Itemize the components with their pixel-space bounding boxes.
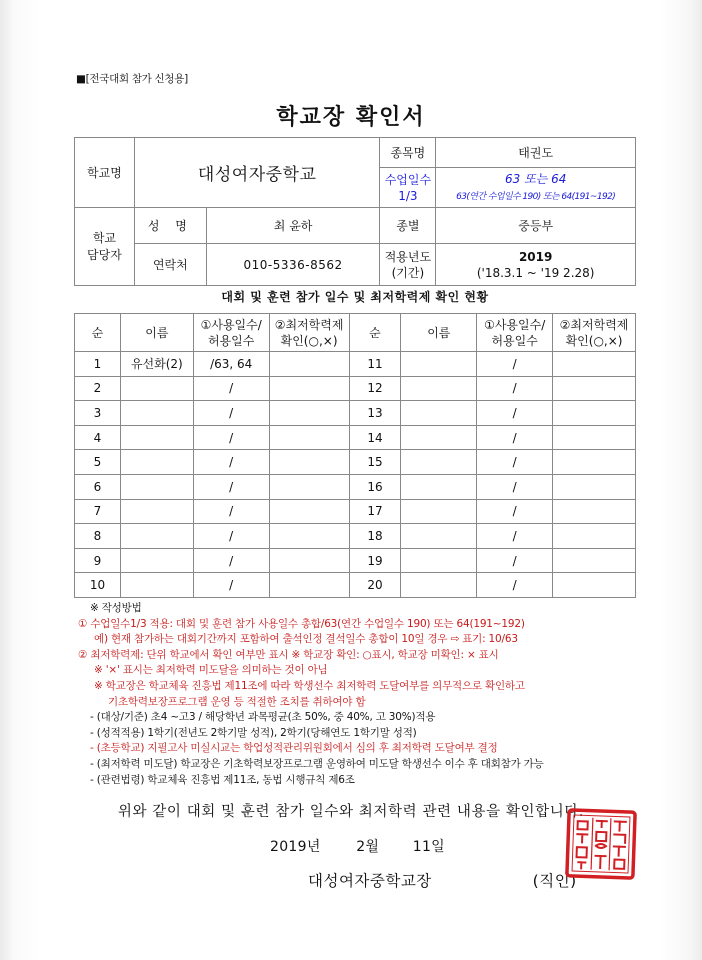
school-label: 학교명 (75, 138, 135, 208)
roster-name-cell (120, 499, 193, 524)
roster-name-cell (401, 524, 477, 549)
roster-days-cell: / (477, 548, 553, 573)
roster-min-cell (269, 352, 349, 377)
principal-signature-line (308, 869, 577, 891)
note-detail-2: - (성적적용) 1학기(전년도 2학기말 성적), 2학기(당해연도 1학기말 성적) (90, 726, 417, 739)
manager-label-1: 학교 (92, 230, 117, 245)
roster-name-cell (401, 376, 477, 401)
manager-label-2: 담당자 (87, 247, 122, 262)
document-title: 학교장 확인서 (276, 105, 426, 130)
roster-days-cell: / (193, 450, 269, 475)
roster-no-cell: 16 (349, 474, 401, 499)
table-row (75, 573, 636, 598)
header-min-2: 확인(○,×) (565, 333, 623, 348)
header-min-2: 확인(○,×) (280, 333, 338, 348)
note-2b: ※ '×' 표시는 최저학력 미도달을 의미하는 것이 아님 (94, 664, 328, 677)
class-days-label-1: 수업일수 (384, 172, 432, 187)
note-detail-5: - (관련법령) 학교체육 진흥법 제11조, 동법 시행규칙 제6조 (90, 773, 355, 786)
section-title: 대회 및 훈련 참가 일수 및 최저학력제 확인 현황 (221, 290, 489, 304)
name-label: 성 명 (134, 208, 206, 244)
roster-min-cell (553, 548, 636, 573)
roster-min-cell (553, 499, 636, 524)
roster-no-cell: 9 (75, 548, 121, 573)
roster-name-cell (401, 548, 477, 573)
roster-body (75, 352, 636, 598)
school-info-table (74, 137, 636, 286)
roster-no-cell: 4 (75, 425, 121, 450)
header-days (193, 314, 269, 352)
class-days-value: 63 또는 64 (504, 171, 567, 186)
roster-min-cell (269, 376, 349, 401)
roster-name-cell: 유선화(2) (120, 352, 193, 377)
roster-min-cell (269, 425, 349, 450)
roster-no-cell: 2 (75, 376, 121, 401)
roster-no-cell: 5 (75, 450, 121, 475)
roster-no-cell: 1 (75, 352, 121, 377)
class-days-value-cell (436, 168, 636, 208)
roster-min-cell (553, 573, 636, 598)
header-min-1: ②최저학력제 (559, 317, 629, 332)
roster-no-cell: 20 (349, 573, 401, 598)
roster-min-cell (269, 499, 349, 524)
note-2c: ※ 학교장은 학교체육 진흥법 제11조에 따라 학생선수 최저학력 도달여부를 의무적으로 확인하고 (94, 679, 525, 692)
note-2a: ② 최저학력제: 단위 학교에서 확인 여부만 표시 ※ 학교장 확인: ○표시, 학교장 미확인: × 표시 (78, 648, 499, 661)
issue-date (270, 836, 445, 856)
header-min (553, 314, 636, 352)
roster-no-cell: 18 (349, 524, 401, 549)
roster-name-cell (120, 401, 193, 426)
table-row (75, 450, 636, 475)
header-min (269, 314, 349, 352)
date-day: 11일 (412, 839, 445, 855)
roster-name-cell (401, 425, 477, 450)
roster-days-cell: / (193, 401, 269, 426)
roster-days-cell: / (477, 376, 553, 401)
class-days-note: 63(연간 수업일수 190) 또는 64(191~192) (456, 191, 616, 202)
roster-min-cell (553, 376, 636, 401)
roster-days-cell: / (193, 376, 269, 401)
header-no: 순 (75, 314, 121, 352)
roster-days-cell: / (477, 425, 553, 450)
date-year: 2019년 (270, 839, 321, 855)
roster-name-cell (120, 425, 193, 450)
roster-min-cell (553, 352, 636, 377)
roster-name-cell (120, 474, 193, 499)
roster-name-cell (401, 499, 477, 524)
roster-no-cell: 8 (75, 524, 121, 549)
roster-min-cell (269, 450, 349, 475)
table-row (75, 376, 636, 401)
class-days-label-2: 1/3 (398, 188, 418, 203)
confirmation-statement: 위와 같이 대회 및 훈련 참가 일수와 최저학력 관련 내용을 확인합니다. (117, 804, 585, 820)
writing-instructions (78, 601, 658, 788)
roster-min-cell (553, 401, 636, 426)
header-name: 이름 (120, 314, 193, 352)
roster-days-cell: / (193, 524, 269, 549)
roster-name-cell (401, 474, 477, 499)
roster-name-cell (120, 548, 193, 573)
roster-no-cell: 6 (75, 474, 121, 499)
year-label (380, 244, 436, 286)
roster-days-cell: / (193, 573, 269, 598)
roster-name-cell (401, 352, 477, 377)
year-label-1: 적용년도 (384, 249, 432, 264)
table-row (75, 548, 636, 573)
roster-name-cell (401, 573, 477, 598)
header-no: 순 (349, 314, 401, 352)
roster-name-cell (120, 376, 193, 401)
roster-days-cell: /63, 64 (193, 352, 269, 377)
header-days (477, 314, 553, 352)
manager-label (75, 208, 135, 286)
category-label: 종별 (380, 208, 436, 244)
roster-min-cell (553, 474, 636, 499)
roster-min-cell (553, 425, 636, 450)
roster-days-cell: / (477, 450, 553, 475)
roster-name-cell (401, 401, 477, 426)
table-row (75, 401, 636, 426)
principal-name: 대성여자중학교장 (308, 872, 432, 890)
roster-no-cell: 13 (349, 401, 401, 426)
seal-suffix: (직인) (532, 872, 577, 890)
note-1a: ① 수업일수1/3 적용: 대회 및 훈련 참가 사용일수 총합/63(연간 수업일수 190) 또는 64(191~192) (78, 617, 525, 630)
table-row (75, 474, 636, 499)
roster-no-cell: 12 (349, 376, 401, 401)
header-days-1: ①사용일수/ (484, 317, 546, 332)
table-row (75, 524, 636, 549)
sport-label: 종목명 (380, 138, 436, 168)
school-name: 대성여자중학교 (134, 138, 380, 208)
year-value: 2019 (518, 249, 553, 264)
contact-label: 연락처 (134, 244, 206, 286)
roster-min-cell (269, 474, 349, 499)
roster-no-cell: 10 (75, 573, 121, 598)
roster-days-cell: / (477, 352, 553, 377)
roster-days-cell: / (477, 524, 553, 549)
roster-days-cell: / (477, 573, 553, 598)
note-detail-3: - (초등학교) 지필고사 미실시교는 학업성적관리위원회에서 심의 후 최저학력 도달여부 결정 (90, 742, 498, 755)
header-days-1: ①사용일수/ (200, 317, 262, 332)
roster-no-cell: 17 (349, 499, 401, 524)
table-row (75, 499, 636, 524)
year-value-cell (436, 244, 636, 286)
sport-value: 태권도 (436, 138, 636, 168)
roster-no-cell: 7 (75, 499, 121, 524)
category-value: 중등부 (436, 208, 636, 244)
roster-name-cell (120, 450, 193, 475)
roster-name-cell (120, 524, 193, 549)
roster-min-cell (269, 401, 349, 426)
note-2d: 기초학력보장프로그램 운영 등 적절한 조치를 취하여야 함 (108, 695, 366, 708)
period-value: ('18.3.1 ~ '19 2.28) (476, 265, 595, 280)
roster-no-cell: 15 (349, 450, 401, 475)
roster-days-cell: / (477, 474, 553, 499)
roster-table (74, 313, 636, 598)
header-days-2: 허용일수 (491, 333, 538, 348)
roster-days-cell: / (193, 499, 269, 524)
roster-name-cell (401, 450, 477, 475)
roster-no-cell: 3 (75, 401, 121, 426)
note-1b: 예) 현재 참가하는 대회기간까지 포함하여 출석인정 결석일수 총합이 10일 경우 ⇨ 표기: 10/63 (94, 633, 518, 646)
roster-days-cell: / (193, 425, 269, 450)
notes-heading: ※ 작성방법 (90, 602, 142, 614)
roster-name-cell (120, 573, 193, 598)
roster-min-cell (269, 573, 349, 598)
roster-days-cell: / (477, 499, 553, 524)
roster-min-cell (553, 450, 636, 475)
roster-min-cell (269, 524, 349, 549)
note-detail-1: - (대상/기준) 초4 ~고3 / 해당학년 과목평균(초 50%, 중 40%, 고 30%)적용 (90, 711, 436, 724)
form-type-label: ■[전국대회 참가 신청용] (76, 73, 188, 85)
header-days-2: 허용일수 (208, 333, 255, 348)
year-label-2: (기간) (391, 265, 425, 280)
roster-days-cell: / (477, 401, 553, 426)
roster-days-cell: / (193, 474, 269, 499)
name-value: 최 윤하 (206, 208, 380, 244)
roster-no-cell: 19 (349, 548, 401, 573)
note-detail-4: - (최저학력 미도달) 학교장은 기초학력보장프로그램 운영하여 미도달 학생선수 이수 후 대회참가 가능 (90, 757, 544, 770)
roster-days-cell: / (193, 548, 269, 573)
table-row (75, 352, 636, 377)
header-min-1: ②최저학력제 (274, 317, 344, 332)
roster-min-cell (553, 524, 636, 549)
date-month: 2월 (356, 839, 380, 855)
roster-no-cell: 14 (349, 425, 401, 450)
class-days-label (380, 168, 436, 208)
header-name: 이름 (401, 314, 477, 352)
roster-no-cell: 11 (349, 352, 401, 377)
contact-value: 010-5336-8562 (206, 244, 380, 286)
roster-min-cell (269, 548, 349, 573)
official-seal-stamp (564, 807, 638, 881)
table-row (75, 425, 636, 450)
